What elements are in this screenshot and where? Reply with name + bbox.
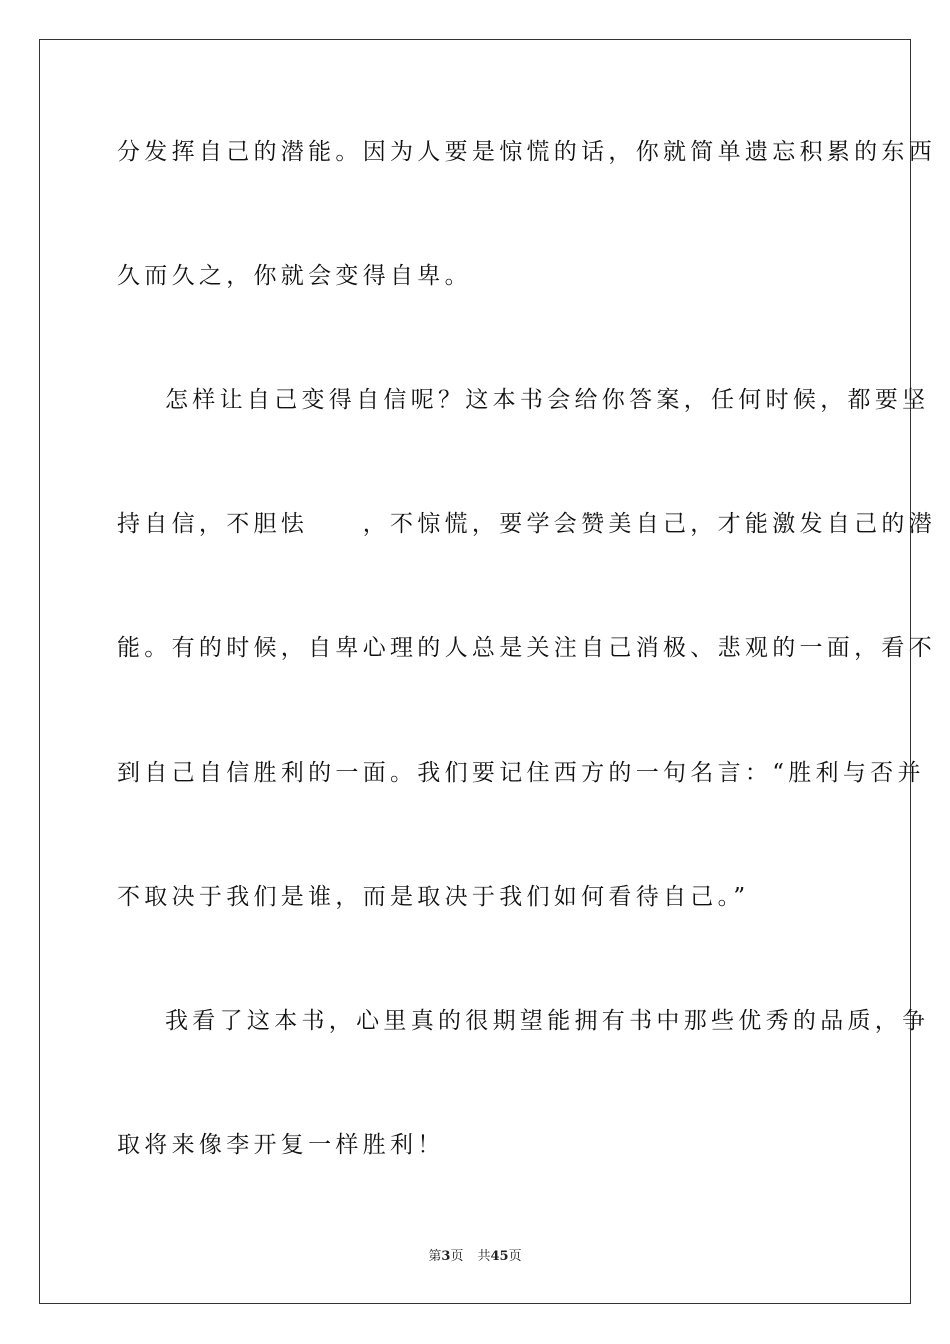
text-line-2: 久而久之，你就会变得自卑。 xyxy=(117,263,472,289)
total-pages: 45 xyxy=(490,1249,509,1264)
page-border xyxy=(39,39,936,1304)
text-line-9: 取将来像李开复一样胜利！ xyxy=(117,1132,445,1158)
text-line-4: 持自信，不胆怯 ，不惊慌，要学会赞美自己，才能激发自己的潜 xyxy=(117,511,936,537)
text-line-3: 怎样让自己变得自信呢？这本书会给你答案，任何时候，都要坚 xyxy=(165,387,930,413)
page-footer xyxy=(0,1248,950,1266)
page-number: 3 xyxy=(441,1249,451,1264)
total-suffix: 页 xyxy=(508,1249,522,1264)
text-line-8: 我看了这本书，心里真的很期望能拥有书中那些优秀的品质，争 xyxy=(165,1008,930,1034)
text-line-5: 能。有的时候，自卑心理的人总是关注自己消极、悲观的一面，看不 xyxy=(117,635,936,661)
text-line-1: 分发挥自己的潜能。因为人要是惊慌的话，你就简单遗忘积累的东西 xyxy=(117,139,936,165)
text-line-6: 到自己自信胜利的一面。我们要记住西方的一句名言：“胜利与否并 xyxy=(117,760,925,786)
total-prefix: 共 xyxy=(477,1249,491,1264)
page-prefix: 第 xyxy=(428,1249,442,1264)
page-suffix: 页 xyxy=(450,1249,464,1264)
text-line-7: 不取决于我们是谁，而是取决于我们如何看待自己。” xyxy=(117,884,750,910)
